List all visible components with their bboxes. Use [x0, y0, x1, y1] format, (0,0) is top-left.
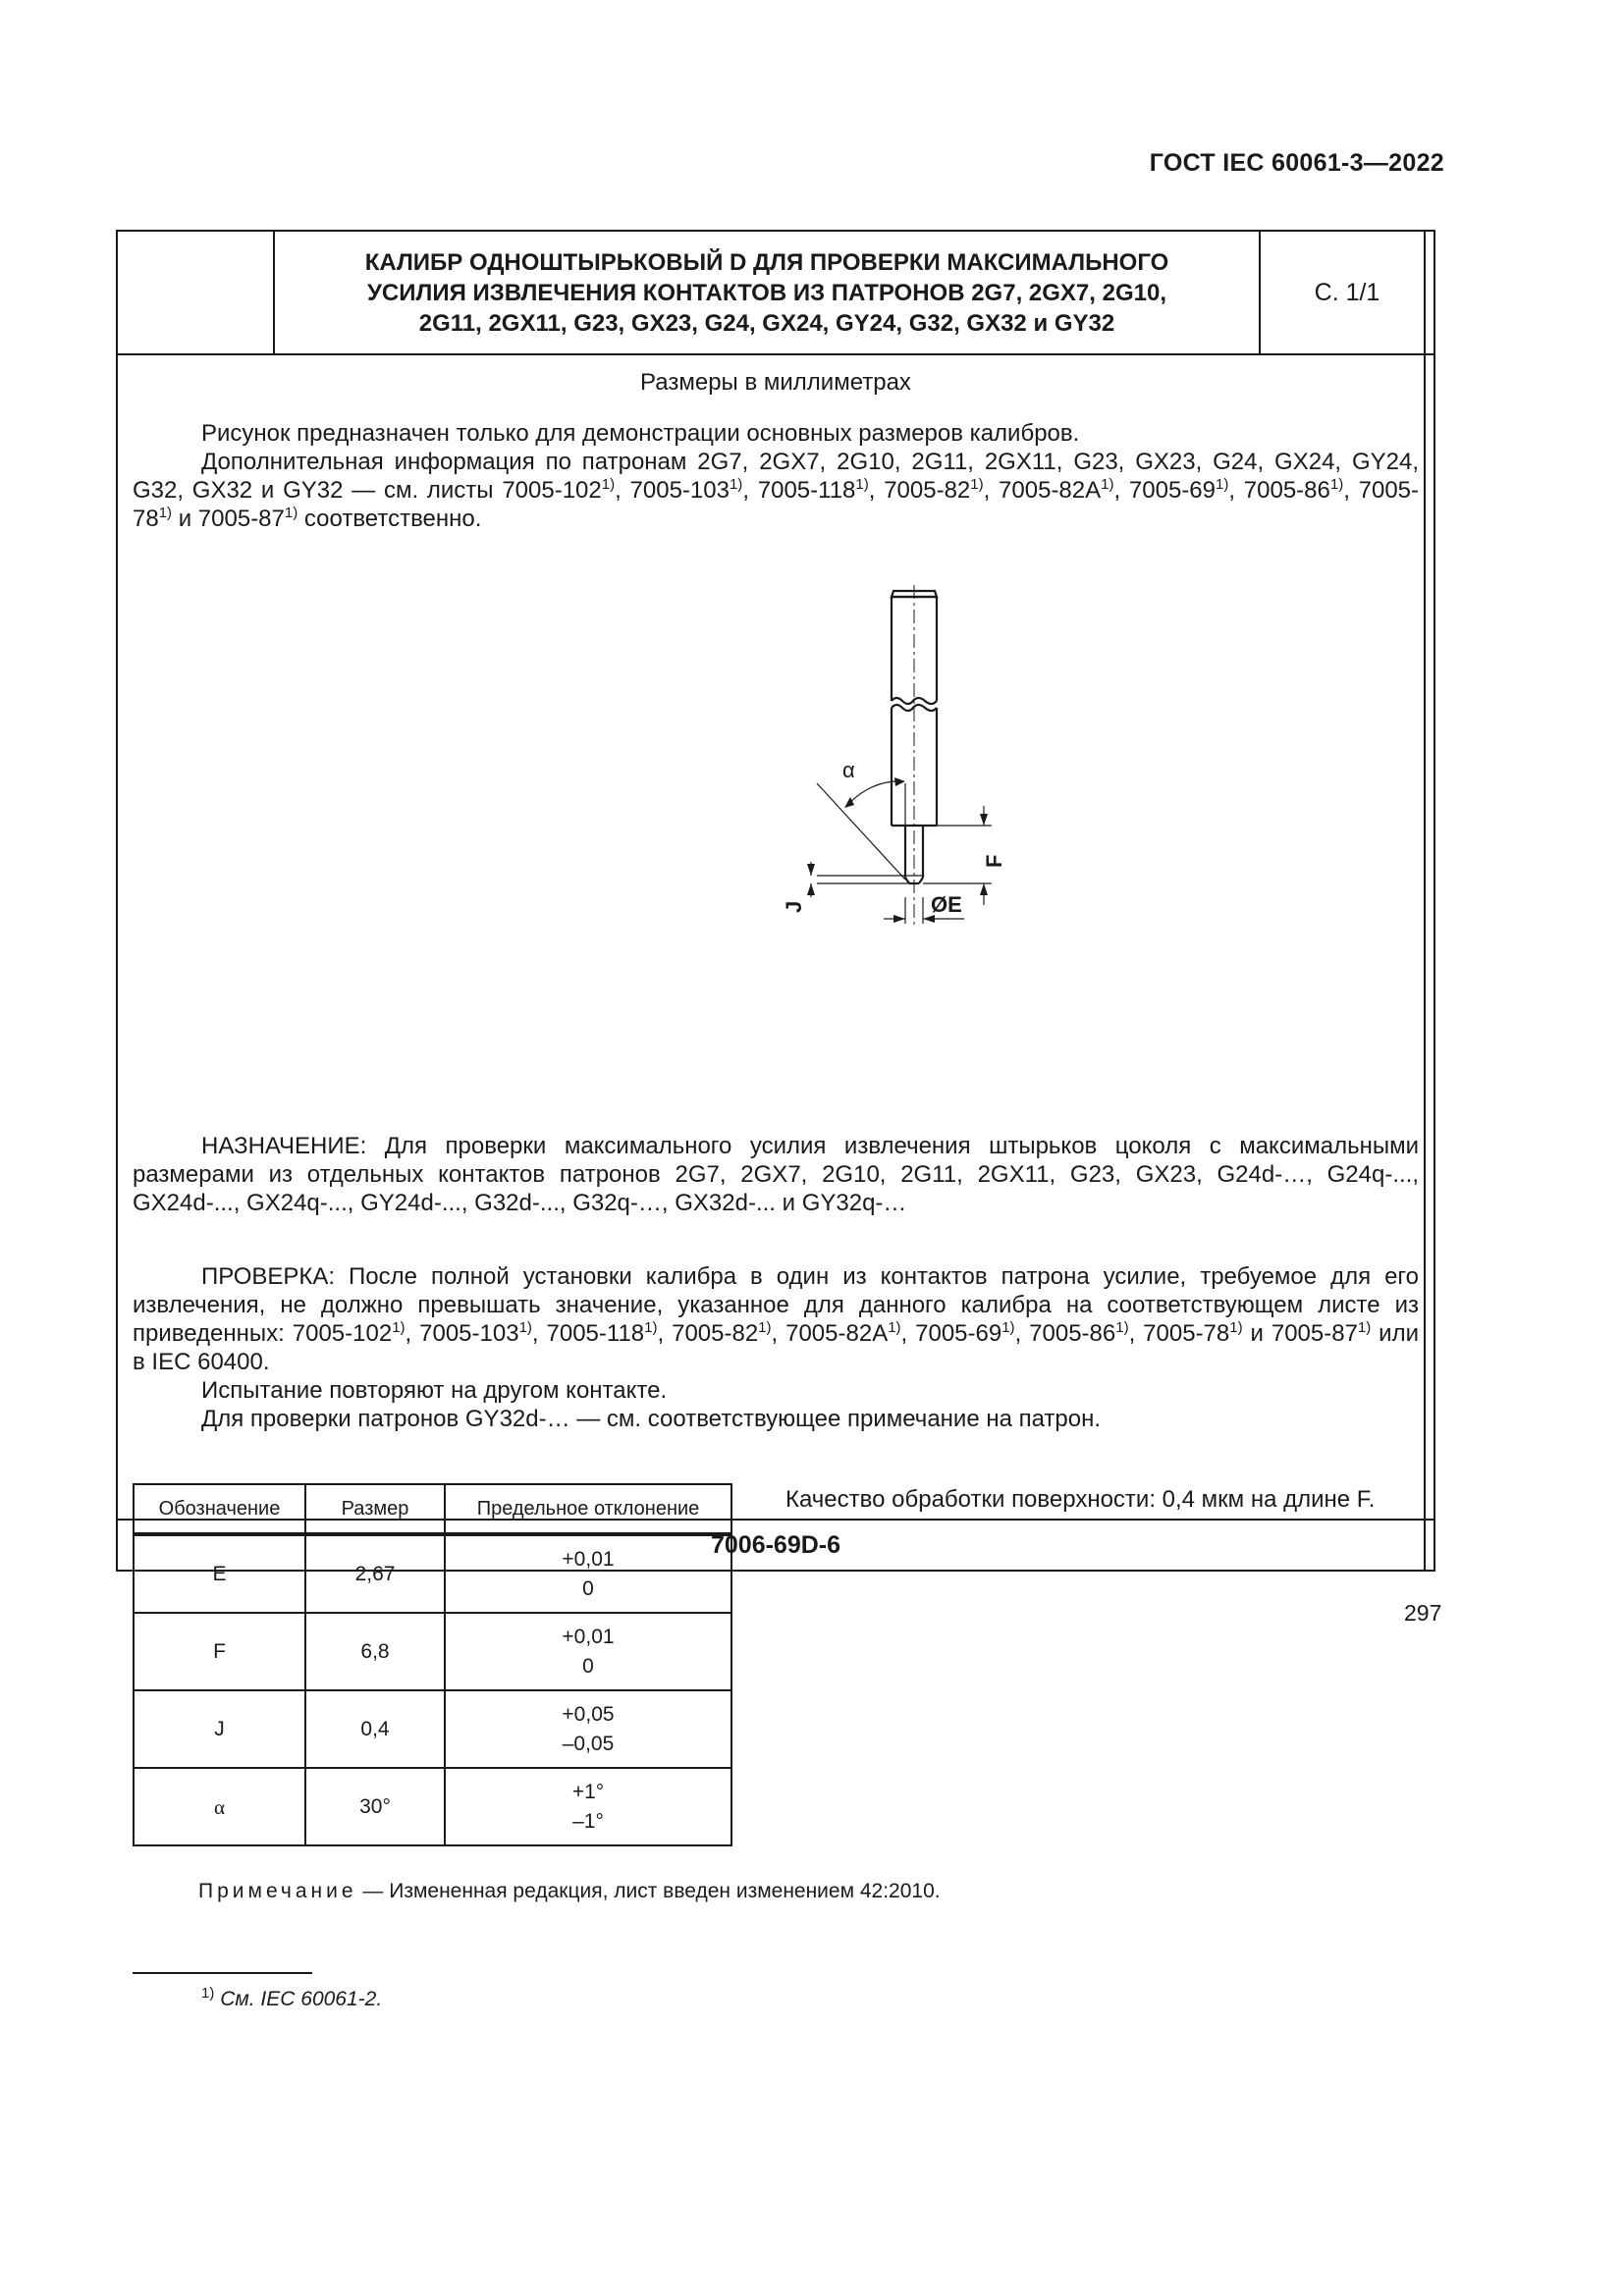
note	[198, 1877, 941, 1905]
check-line-2: Испытание повторяют на другом контакте.	[201, 1377, 668, 1404]
cell-size: 2,67	[305, 1534, 445, 1613]
sheet-reference: 7005-82$^{1)}$	[884, 476, 984, 504]
intro-paragraph	[133, 419, 1419, 533]
sheet-reference: 7005-87$^{1)}$	[197, 505, 298, 532]
sheet-number: С. 1/1	[1314, 278, 1380, 306]
sheet-reference: 7005-82$^{1)}$	[672, 1319, 772, 1347]
sheet-reference: 7005-103$^{1)}$	[629, 476, 743, 504]
title-line: КАЛИБР ОДНОШТЫРЬКОВЫЙ D ДЛЯ ПРОВЕРКИ МАКСИМАЛЬНОГО	[364, 248, 1169, 276]
check-paragraph	[133, 1262, 1419, 1433]
title-line: УСИЛИЯ ИЗВЛЕЧЕНИЯ КОНТАКТОВ ИЗ ПАТРОНОВ 2G7, 2GX7, 2G10,	[366, 279, 1166, 306]
sheet-reference: 7005-69$^{1)}$	[915, 1319, 1015, 1347]
frame-border-middle	[1434, 230, 1435, 1572]
footnote-divider	[133, 1972, 312, 1974]
sheet-reference: 7005-78$^{1)}$	[133, 477, 1420, 532]
frame-border-inner	[1424, 230, 1426, 1572]
purpose-paragraph: НАЗНАЧЕНИЕ: Для проверки максимального усилия извлечения штырьков цоколя с максимальными размерами из отдельных контактов патронов 2G7, 2GX7, 2G10, 2G11, 2GX11, G23, GX23, G24d-…, G24q-..., GX24d-..., GX24q-..., GY24d-..., G32d-..., G32q-…, GX32d-... и GY32q-…	[133, 1133, 1419, 1216]
note-text: — Измененная редакция, лист введен изменением 42:2010.	[356, 1880, 941, 1902]
sheet-reference: 7005-102$^{1)}$	[502, 476, 616, 504]
table-header: Размер	[305, 1484, 445, 1534]
dimensions-note: Размеры в миллиметрах	[640, 369, 911, 396]
title-block	[118, 232, 1434, 355]
sheet-reference: $7005-82A^{1)}$	[999, 476, 1114, 504]
cell-symbol: F	[134, 1613, 305, 1690]
sheet-code: 7006-69D-6	[118, 1519, 1434, 1570]
cell-size: 6,8	[305, 1613, 445, 1690]
sheet-reference: 7005-118$^{1)}$	[546, 1319, 658, 1347]
standard-header: ГОСТ IEC 60061-3—2022	[1149, 149, 1444, 177]
cell-symbol: E	[134, 1534, 305, 1613]
sheet-title	[275, 232, 1261, 353]
title-line: 2G11, 2GX11, G23, GX23, G24, GX24, GY24, G32, GX32 и GY32	[418, 309, 1115, 337]
surface-quality-note: Качество обработки поверхности: 0,4 мкм на длине F.	[785, 1486, 1376, 1513]
cell-tolerance: +0,05 –0,05	[445, 1690, 731, 1768]
footnote: $^{1)}$ См. IEC 60061-2.	[201, 1985, 383, 2010]
sheet-reference: 7005-69$^{1)}$	[1128, 476, 1229, 504]
table-header: Предельное отклонение	[445, 1484, 731, 1534]
cell-symbol: α	[134, 1768, 305, 1845]
cell-tolerance: +1° –1°	[445, 1768, 731, 1845]
table-row	[134, 1690, 731, 1768]
sheet-reference: 7005-102$^{1)}$	[292, 1319, 406, 1347]
page-number: 297	[1404, 1600, 1442, 1626]
check-line-1: ПРОВЕРКА: После полной установки калибра в один из контактов патрона усилие, требуемое для его извлечения, не должно превышать значение, указанное для данного калибра на соответствующем листе из приведенных: 7005-102$^{1)}$, 7005-103$^{1)}$, 7005-118$^{1)}$, 7005-82$^{1)}$, $7005-82A^{1)}$, 7005-69$^{1)}$, 7005-86$^{1)}$, 7005-78$^{1)}$ и 7005-87$^{1)}$ или в IEC 60400.	[133, 1263, 1419, 1375]
table-row	[134, 1613, 731, 1690]
cell-symbol: J	[134, 1690, 305, 1768]
dim-J-label: J	[782, 900, 806, 913]
sheet-reference: 7005-103$^{1)}$	[419, 1319, 532, 1347]
alpha-label: α	[842, 758, 855, 782]
cell-tolerance: +0,01 0	[445, 1534, 731, 1613]
note-label: Примечание	[198, 1880, 357, 1902]
sheet-reference: 7005-86$^{1)}$	[1243, 476, 1344, 504]
cell-size: 0,4	[305, 1690, 445, 1768]
intro-line-1: Рисунок предназначен только для демонстрации основных размеров калибров.	[201, 420, 1080, 447]
check-line-3: Для проверки патронов GY32d-… — см. соответствующее примечание на патрон.	[201, 1406, 1102, 1432]
sheet-reference: 7005-118$^{1)}$	[757, 476, 869, 504]
intro-refs: 7005-102$^{1)}$, 7005-103$^{1)}$, 7005-118$^{1)}$, 7005-82$^{1)}$, $7005-82A^{1)}$, 7005-69$^{1)}$, 7005-86$^{1)}$, 7005-78$^{1)}$ и 7005-87$^{1)}$	[133, 476, 1420, 532]
sheet-reference: 7005-86$^{1)}$	[1029, 1319, 1129, 1347]
intro-line-2: Дополнительная информация по патронам 2G7, 2GX7, 2G10, 2G11, 2GX11, G23, GX23, G24, GX24, GY24, G32, GX32 и GY32 — см. листы 7005-102$^{1)}$, 7005-103$^{1)}$, 7005-118$^{1)}$, 7005-82$^{1)}$, $7005-82A^{1)}$, 7005-69$^{1)}$, 7005-86$^{1)}$, 7005-78$^{1)}$ и 7005-87$^{1)}$ соответственно.	[133, 449, 1420, 532]
dim-F-label: F	[982, 854, 1006, 868]
table-row	[134, 1768, 731, 1845]
title-empty-cell	[118, 232, 275, 353]
dim-E-label: ØE	[931, 892, 962, 917]
table-header: Обозначение	[134, 1484, 305, 1534]
sheet-reference: 7005-78$^{1)}$	[1143, 1319, 1243, 1347]
cell-size: 30°	[305, 1768, 445, 1845]
gauge-drawing	[707, 585, 1060, 929]
sheet-reference: $7005-82A^{1)}$	[785, 1319, 901, 1347]
check-refs: 7005-102$^{1)}$, 7005-103$^{1)}$, 7005-118$^{1)}$, 7005-82$^{1)}$, $7005-82A^{1)}$, 7005-69$^{1)}$, 7005-86$^{1)}$, 7005-78$^{1)}$ и 7005-87$^{1)}$	[292, 1319, 1372, 1347]
cell-tolerance: +0,01 0	[445, 1613, 731, 1690]
sheet-reference: 7005-87$^{1)}$	[1271, 1319, 1372, 1347]
